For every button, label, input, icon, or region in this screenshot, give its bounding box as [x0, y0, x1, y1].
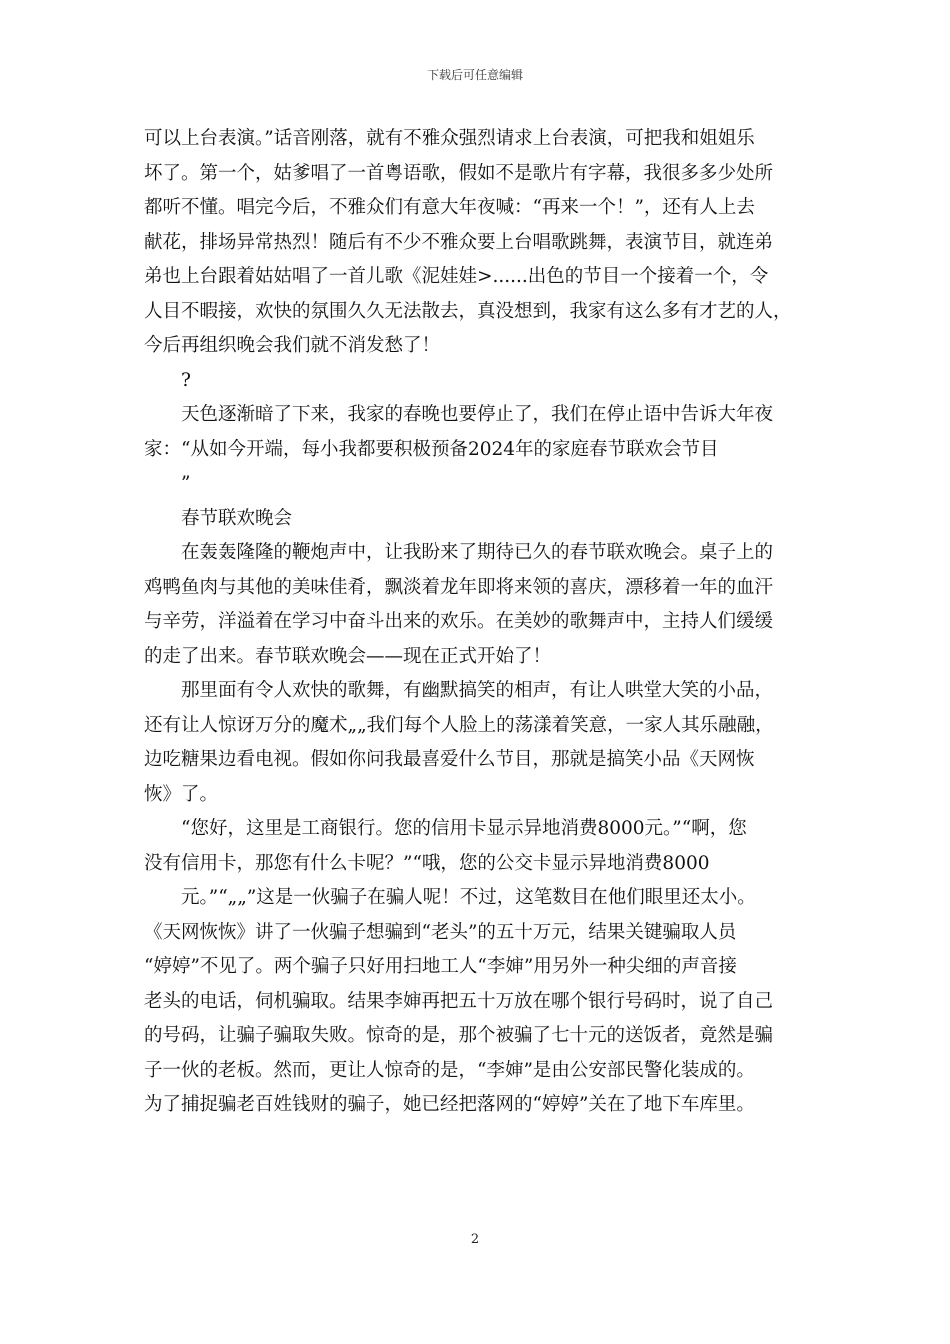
text-line: 与辛劳，洋溢着在学习中奋斗出来的欢乐。在美妙的歌舞声中，主持人们缓缓	[144, 611, 774, 632]
text-line: ?	[181, 369, 191, 391]
section-title: 春节联欢晚会	[181, 507, 293, 529]
document-body	[144, 122, 814, 1123]
text-line: 在轰轰隆隆的鞭炮声中，让我盼来了期待已久的春节联欢晚会。桌子上的	[181, 542, 774, 563]
text-line: 恢》了。	[144, 783, 219, 805]
text-line: 的号码，让骗子骗取失败。惊奇的是，那个被骗了七十元的送饭者，竟然是骗	[144, 1025, 774, 1046]
page-header: 下载后可任意编辑	[426, 68, 523, 82]
text-line: “您好，这里是工商银行。您的信用卡显示异地消费8000元。”“啊，您	[181, 818, 747, 839]
text-line: 老头的电话，伺机骗取。结果李婶再把五十万放在哪个银行号码时，说了自己	[144, 990, 774, 1012]
text-line: 子一伙的老板。然而，更让人惊奇的是，“李婶”是由公安部民警化装成的。	[144, 1059, 755, 1081]
text-line: 边吃糖果边看电视。假如你问我最喜爱什么节目，那就是搞笑小品《天网恢	[144, 749, 755, 770]
text-line: 的走了出来。春节联欢晚会——现在正式开始了！	[144, 645, 552, 667]
text-line: 天色逐渐暗了下来，我家的春晚也要停止了，我们在停止语中告诉大年夜	[181, 404, 774, 425]
text-line: 人目不暇接，欢快的氛围久久无法散去，真没想到，我家有这么多有才艺的人，	[144, 300, 792, 322]
text-line: 元。”“„„”这是一伙骗子在骗人呢！不过，这笔数目在他们眼里还太小。	[181, 887, 756, 908]
text-line: 坏了。第一个，姑爹唱了一首粤语歌，假如不是歌片有字幕，我很多多少处所	[144, 162, 774, 184]
text-line: ”	[181, 473, 191, 494]
text-line: 还有让人惊讶万分的魔术„„我们每个人脸上的荡漾着笑意，一家人其乐融融，	[144, 714, 774, 736]
text-line: 没有信用卡，那您有什么卡呢？”“哦，您的公交卡显示异地消费8000	[144, 852, 710, 874]
text-line: 都听不懂。唱完今后，不雅众们有意大年夜喊：“再来一个！”，还有人上去	[144, 197, 755, 218]
text-line: 《天网恢恢》讲了一伙骗子想骗到“老头”的五十万元，结果关键骗取人员	[144, 921, 737, 943]
text-line: 那里面有令人欢快的歌舞，有幽默搞笑的相声，有让人哄堂大笑的小品，	[181, 680, 774, 701]
text-line: 家：“从如今开端，每小我都要积极预备2024年的家庭春节联欢会节目	[144, 438, 719, 460]
text-line: 为了捕捉骗老百姓钱财的骗子，她已经把落网的“婷婷”关在了地下车库里。	[144, 1094, 755, 1115]
text-line: “婷婷”不见了。两个骗子只好用扫地工人“李婶”用另外一种尖细的声音接	[144, 956, 737, 977]
page-number: 2	[470, 1232, 480, 1247]
text-line: 可以上台表演。”话音刚落，就有不雅众强烈请求上台表演，可把我和姐姐乐	[144, 128, 755, 149]
text-line: 献花，排场异常热烈！随后有不少不雅众要上台唱歌跳舞，表演节目，就连弟	[144, 231, 774, 253]
text-line: 弟也上台跟着姑姑唱了一首儿歌《泥娃娃>......出色的节目一个接着一个，令	[144, 266, 769, 287]
text-line: 鸡鸭鱼肉与其他的美味佳肴，飘淡着龙年即将来领的喜庆，漂移着一年的血汗	[144, 576, 774, 598]
text-line: 今后再组织晚会我们就不消发愁了！	[144, 335, 441, 356]
